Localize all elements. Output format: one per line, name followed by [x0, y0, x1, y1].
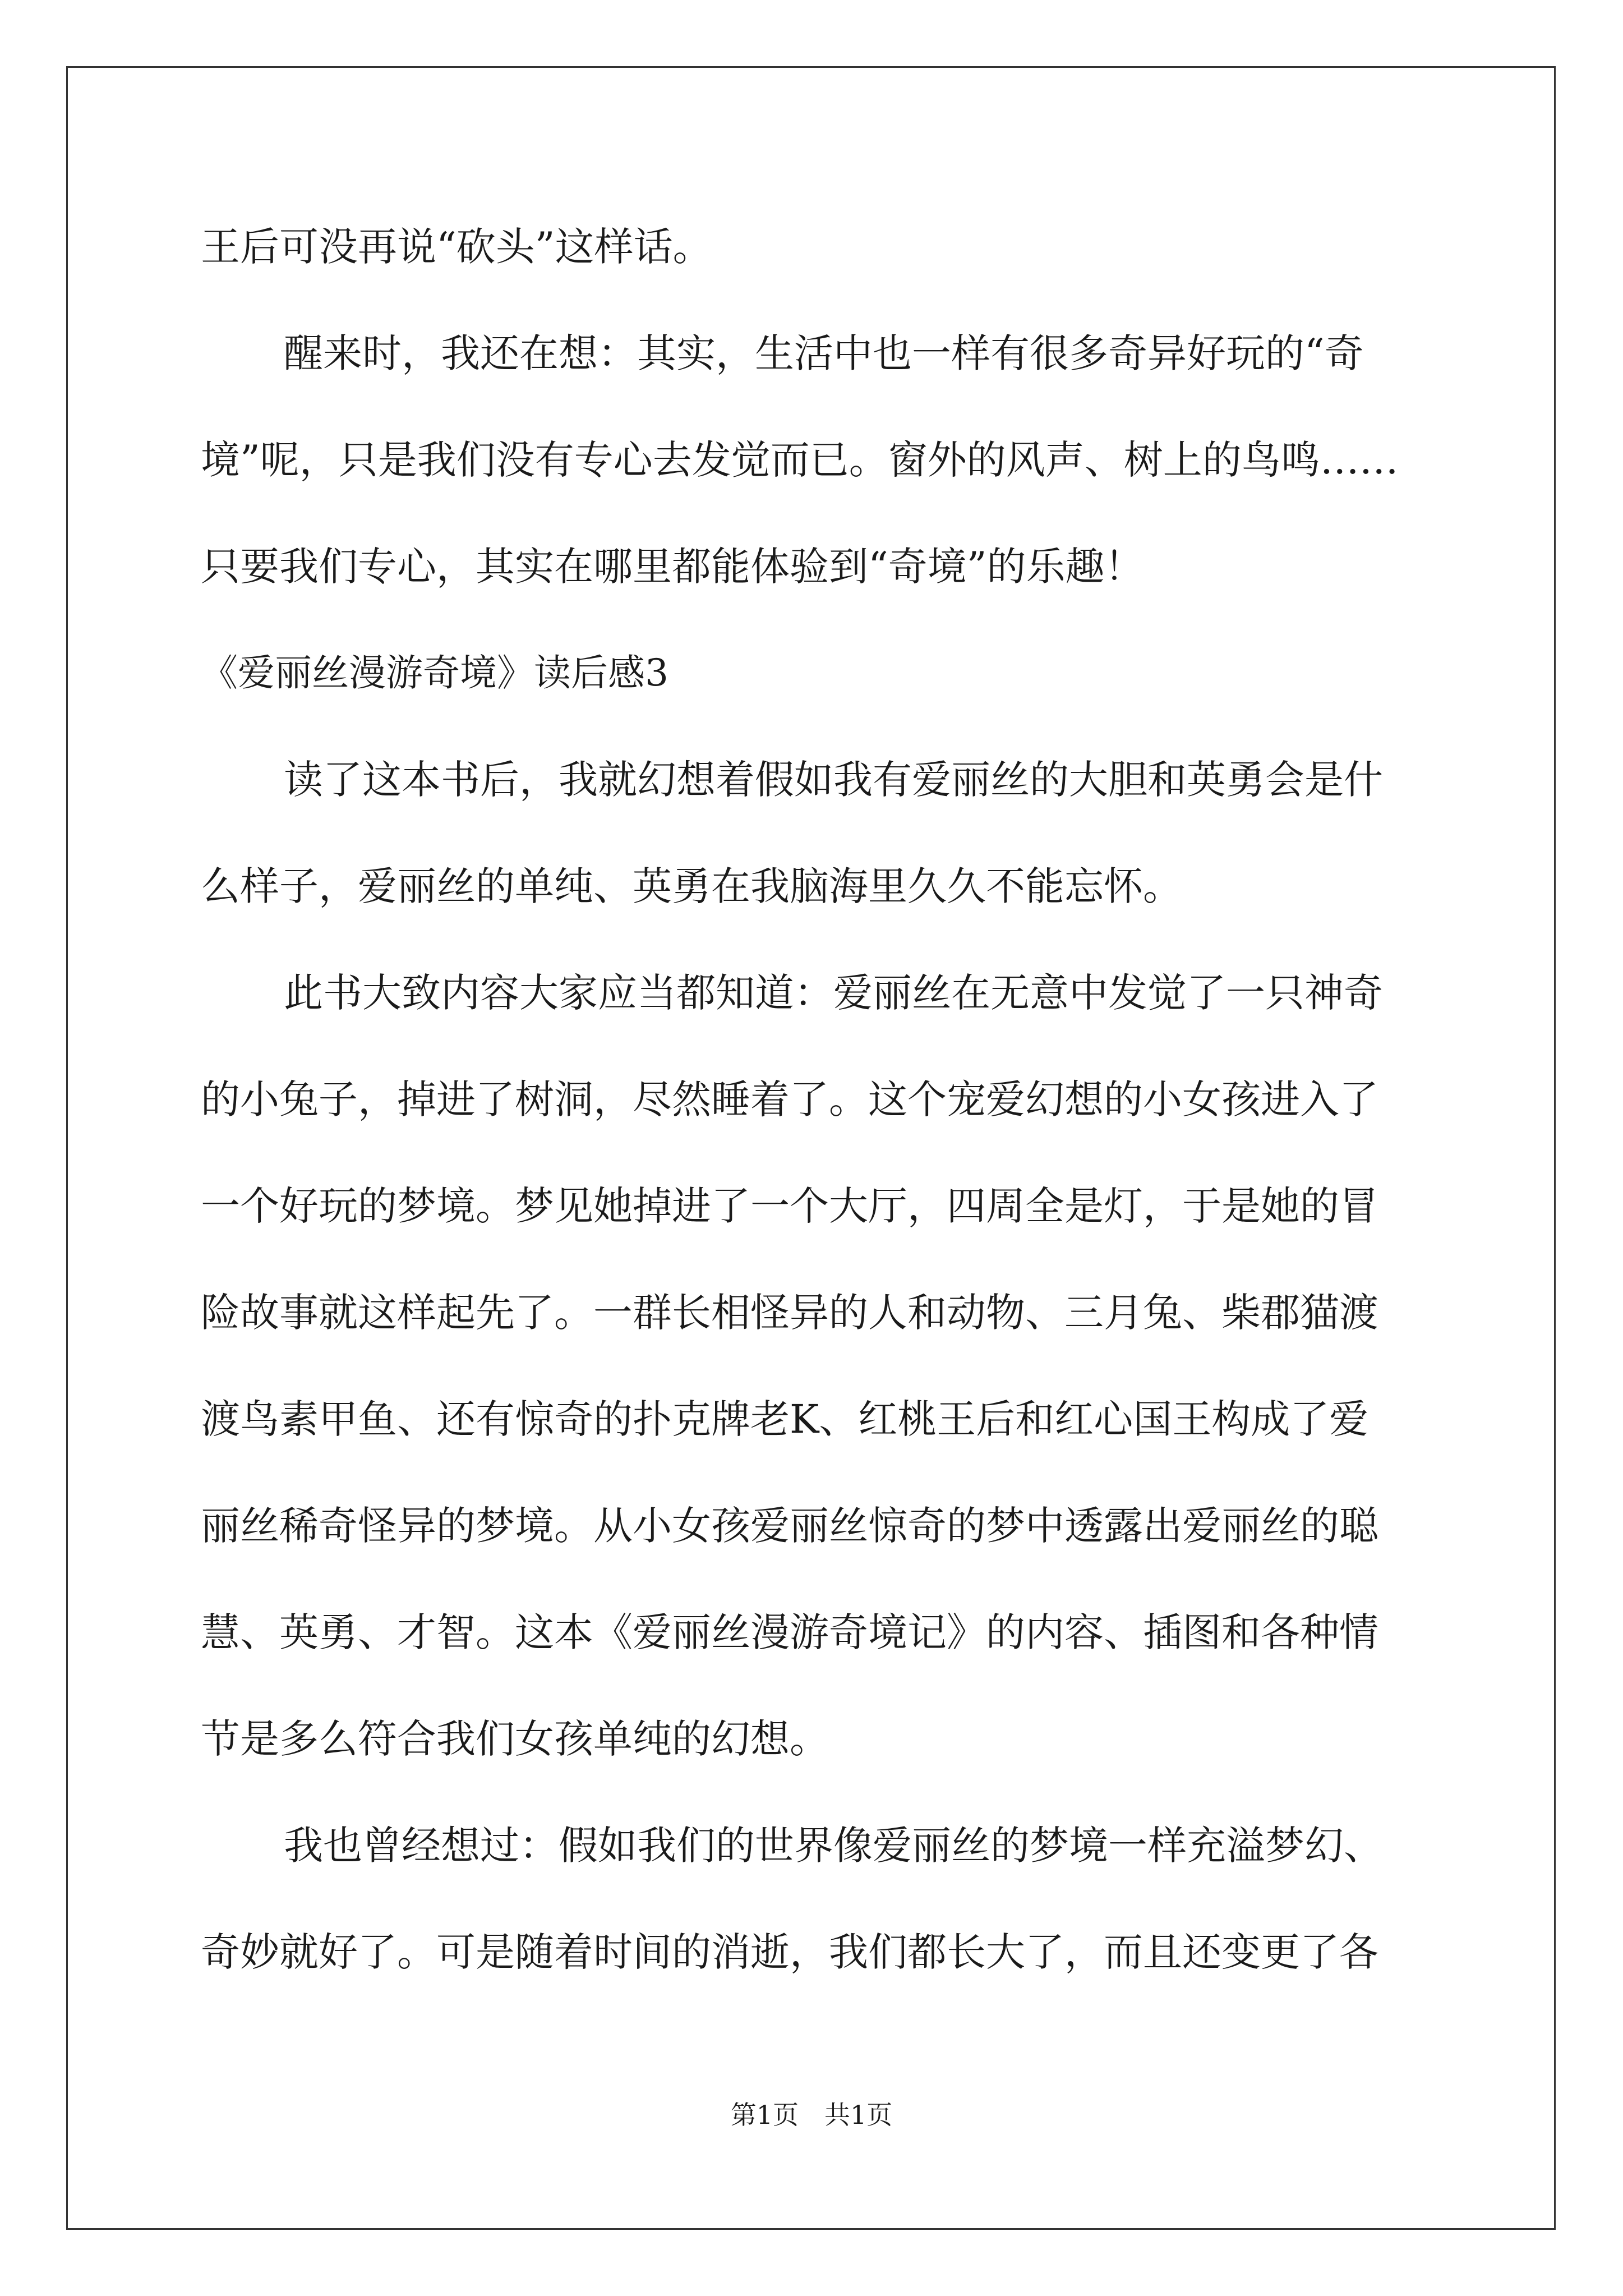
paragraph-line: 王后可没再说“砍头”这样话。 [201, 224, 712, 270]
paragraph-line: 我也曾经想过：假如我们的世界像爱丽丝的梦境一样充溢梦幻、 [284, 1823, 1383, 1869]
paragraph-line: 只要我们专心，其实在哪里都能体验到“奇境”的乐趣！ [201, 544, 1144, 590]
section-heading: 《爱丽丝漫游奇境》读后感3 [201, 651, 668, 694]
paragraph-line: 丽丝稀奇怪异的梦境。从小女孩爱丽丝惊奇的梦中透露出爱丽丝的聪 [201, 1503, 1378, 1549]
paragraph-line: 的小兔子，掉进了树洞，尽然睡着了。这个宠爱幻想的小女孩进入了 [201, 1076, 1378, 1122]
paragraph-line: 奇妙就好了。可是随着时间的消逝，我们都长大了，而且还变更了各 [201, 1929, 1378, 1975]
paragraph-line: 一个好玩的梦境。梦见她掉进了一个大厅，四周全是灯，于是她的冒 [201, 1183, 1378, 1229]
paragraph-line: 渡鸟素甲鱼、还有惊奇的扑克牌老K、红桃王后和红心国王构成了爱 [201, 1396, 1369, 1442]
paragraph-line: 节是多么符合我们女孩单纯的幻想。 [201, 1716, 829, 1762]
paragraph-line: 境”呢，只是我们没有专心去发觉而已。窗外的风声、树上的鸟鸣…… [201, 437, 1399, 483]
page-number-footer: 第1页 共1页 [730, 2100, 893, 2130]
paragraph-line: 么样子，爱丽丝的单纯、英勇在我脑海里久久不能忘怀。 [201, 863, 1182, 909]
paragraph-line: 读了这本书后，我就幻想着假如我有爱丽丝的大胆和英勇会是什 [284, 757, 1383, 803]
paragraph-line: 慧、英勇、才智。这本《爱丽丝漫游奇境记》的内容、插图和各种情 [201, 1609, 1378, 1655]
paragraph-line: 醒来时，我还在想：其实，生活中也一样有很多奇异好玩的“奇 [284, 330, 1364, 376]
page-border [66, 66, 1556, 2230]
paragraph-line: 险故事就这样起先了。一群长相怪异的人和动物、三月兔、柴郡猫渡 [201, 1290, 1378, 1336]
paragraph-line: 此书大致内容大家应当都知道：爱丽丝在无意中发觉了一只神奇 [284, 970, 1383, 1016]
